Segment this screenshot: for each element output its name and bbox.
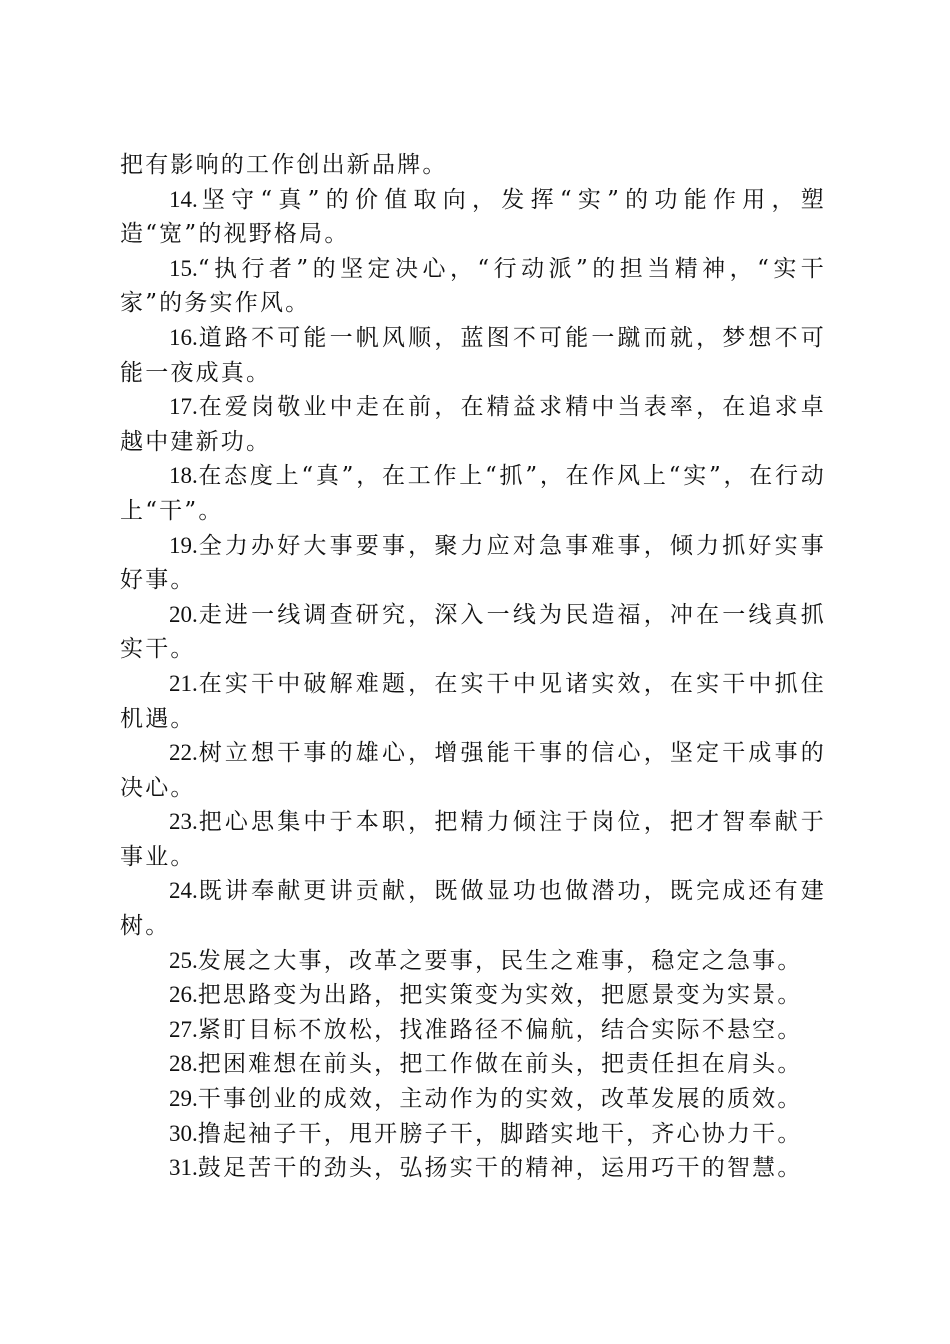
list-item [120,944,826,979]
item-text: 走进一线调查研究，深入一线为民造福，冲在一线真抓实干。 [120,601,826,663]
list-item [120,1047,826,1082]
item-text: 在态度上“真”，在工作上“抓”，在作风上“实”，在行动上“干”。 [120,463,826,524]
item-text: 在实干中破解难题，在实干中见诸实效，在实干中抓住机遇。 [120,670,826,732]
item-text: 坚守“真”的价值取向，发挥“实”的功能作用，塑造“宽”的视野格局。 [120,186,826,248]
item-text: 紧盯目标不放松，找准路径不偏航，结合实际不悬空。 [197,1016,803,1043]
list-item [120,1117,826,1152]
list-item [120,1151,826,1186]
item-number: 14. [169,186,198,212]
list-item [120,978,826,1013]
item-text: “执行者”的坚定决心，“行动派”的担当精神，“实干家”的务实作风。 [120,255,826,317]
item-number: 31. [169,1155,198,1181]
item-number: 17. [169,394,198,420]
item-number: 18. [169,463,198,489]
list-item [120,321,826,390]
item-text: 道路不可能一帆风顺，蓝图不可能一蹴而就，梦想不可能一夜成真。 [120,324,826,386]
item-text: 干事创业的成效，主动作为的实效，改革发展的质效。 [197,1086,803,1113]
item-number: 26. [169,982,198,1008]
item-number: 28. [169,1051,198,1077]
item-text: 全力办好大事要事，聚力应对急事难事，倾力抓好实事好事。 [120,532,826,594]
item-text: 既讲奉献更讲贡献，既做显功也做潜功，既完成还有建树。 [120,878,826,940]
item-text: 撸起袖子干，甩开膀子干，脚踏实地干，齐心协力干。 [197,1120,803,1147]
item-number: 22. [169,740,198,766]
item-text: 把心思集中于本职，把精力倾注于岗位，把才智奉献于事业。 [120,809,826,870]
item-number: 19. [169,532,198,558]
document-page [120,148,826,1186]
item-text: 把思路变为出路，把实策变为实效，把愿景变为实景。 [197,982,803,1009]
item-text: 把困难想在前头，把工作做在前头，把责任担在肩头。 [197,1051,803,1078]
item-number: 23. [169,809,198,835]
continuation-paragraph: 把有影响的工作创出新品牌。 [120,152,448,178]
item-number: 24. [169,878,198,904]
item-text: 发展之大事，改革之要事，民生之难事，稳定之急事。 [197,947,803,974]
item-number: 21. [169,670,198,696]
item-number: 30. [169,1120,198,1146]
item-number: 27. [169,1016,198,1042]
list-item [120,667,826,736]
item-number: 25. [169,947,198,973]
item-text: 树立想干事的雄心，增强能干事的信心，坚定干成事的决心。 [120,740,826,801]
list-item [120,252,826,321]
list-item [120,736,826,805]
list-item [120,459,826,528]
item-number: 20. [169,601,198,627]
item-number: 16. [169,324,198,350]
list-item [120,529,826,598]
list-item [120,1082,826,1117]
list-item [120,1013,826,1048]
list-item [120,183,826,252]
item-number: 29. [169,1086,198,1112]
list-item [120,805,826,874]
list-item [120,598,826,667]
item-number: 15. [169,255,198,281]
item-text: 在爱岗敬业中走在前，在精益求精中当表率，在追求卓越中建新功。 [120,394,826,455]
item-text: 鼓足苦干的劲头，弘扬实干的精神，运用巧干的智慧。 [197,1155,803,1182]
list-item [120,390,826,459]
list-item [120,874,826,943]
